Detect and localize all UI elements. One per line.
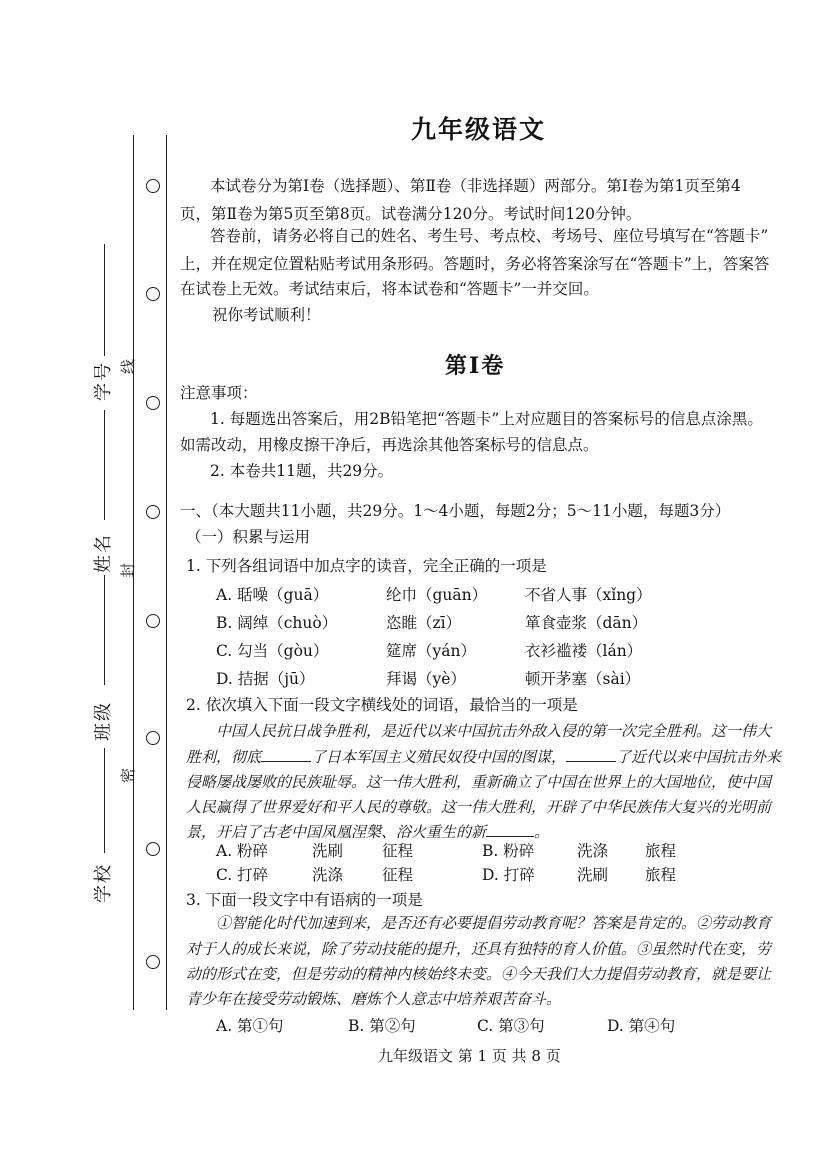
option-item: 衣衫褴褛（lán） [525, 642, 643, 660]
option-item: B. 第②句 [348, 1017, 416, 1035]
passage-line: 青少年在接受劳动锻炼、磨炼个人意志中培养艰苦奋斗。 [186, 990, 562, 1008]
binding-hole [146, 396, 160, 410]
binding-hole [146, 731, 160, 745]
field-label-class: 班级 [93, 701, 114, 741]
field-line-school[interactable] [104, 748, 105, 853]
option-item: A. 聒噪（guā） [216, 586, 329, 604]
option-item: 筵席（yán） [386, 642, 476, 660]
option-item: C. 打碎 [216, 866, 269, 884]
option-item: B. 阔绰（chuò） [216, 614, 338, 632]
passage-text: 了日本军国主义殖民奴役中国的图谋， [311, 748, 567, 766]
option-item: 旅程 [645, 842, 677, 860]
note-line: 1. 每题选出答案后，用2B铅笔把“答题卡”上对应题目的答案标号的信息点涂黑。 [210, 410, 763, 428]
page-title: 九年级语文 [411, 115, 547, 144]
binding-hole [146, 955, 160, 969]
option-item: 洗涤 [312, 866, 344, 884]
passage-line: 动的形式在变，但是劳动的精神内核始终未变。④今天我们大力提倡劳动教育，就是要让 [186, 965, 772, 983]
instruction-line: 祝你考试顺利！ [212, 306, 321, 324]
seal-word-line: 线 [119, 358, 138, 375]
option-item: 征程 [382, 866, 414, 884]
answer-blank[interactable] [486, 836, 534, 837]
seal-word-seal: 封 [119, 562, 138, 579]
passage-line: ①智能化时代加速到来，是否还有必要提倡劳动教育呢？答案是肯定的。②劳动教育 [216, 914, 772, 932]
option-item: 征程 [382, 842, 414, 860]
field-label-name: 姓名 [93, 533, 114, 573]
question-stem: 2. 依次填入下面一段文字横线处的词语，最恰当的一项是 [186, 696, 578, 714]
option-item: 旅程 [645, 866, 677, 884]
passage-text: 景，开启了古老中国凤凰涅槃、浴火重生的新 [186, 823, 487, 841]
page-footer: 九年级语文 第 1 页 共 8 页 [378, 1047, 561, 1065]
passage-text: 了近代以来中国抗击外来 [616, 748, 782, 766]
instruction-line: 本试卷分为第Ⅰ卷（选择题）、第Ⅱ卷（非选择题）两部分。第Ⅰ卷为第1页至第4 [210, 177, 741, 195]
section-header: 一、（本大题共11小题，共29分。1～4小题，每题2分；5～11小题，每题3分） [180, 502, 731, 520]
option-item: 纶巾（guān） [386, 586, 488, 604]
seal-word-secret: 密 [119, 767, 138, 784]
field-label-student-id: 学号 [93, 361, 114, 401]
note-line: 如需改动，用橡皮擦干净后，再选涂其他答案标号的信息点。 [180, 436, 599, 454]
option-item: 恣睢（zī） [386, 614, 462, 632]
field-label-school: 学校 [93, 863, 114, 903]
passage-line: 中国人民抗日战争胜利，是近代以来中国抗击外敌入侵的第一次完全胜利。这一伟大 [216, 722, 772, 740]
field-line-student-id[interactable] [104, 244, 105, 356]
passage-text: 胜利，彻底 [186, 748, 262, 766]
option-item: 拜谒（yè） [386, 670, 466, 688]
option-item: B. 粉碎 [482, 842, 535, 860]
option-item: 洗刷 [312, 842, 344, 860]
answer-blank[interactable] [261, 761, 311, 762]
option-item: 顿开茅塞（sài） [525, 670, 641, 688]
section-subheader: （一）积累与运用 [186, 528, 311, 546]
field-line-name[interactable] [104, 410, 105, 520]
binding-hole [146, 842, 160, 856]
instruction-line: 页，第Ⅱ卷为第5页至第8页。试卷满分120分。考试时间120分钟。 [180, 205, 642, 223]
option-item: A. 粉碎 [216, 842, 269, 860]
passage-line [186, 746, 781, 767]
option-item: D. 打碎 [482, 866, 535, 884]
binding-hole [146, 614, 160, 628]
notes-title: 注意事项： [180, 384, 258, 402]
option-item: 不省人事（xǐng） [525, 586, 652, 604]
question-stem: 3. 下面一段文字中有语病的一项是 [186, 891, 423, 909]
instruction-line: 在试卷上无效。考试结束后，将本试卷和“答题卡”一并交回。 [180, 280, 599, 298]
binding-hole [146, 179, 160, 193]
binding-hole [146, 287, 160, 301]
option-item: C. 第③句 [477, 1017, 545, 1035]
binding-line-right [166, 135, 167, 1010]
instruction-line: 上，并在规定位置粘贴考试用条形码。答题时，务必将答案涂写在“答题卡”上，答案答 [180, 255, 770, 273]
part-heading: 第Ⅰ卷 [445, 353, 506, 379]
option-item: C. 勾当（gòu） [216, 642, 329, 660]
passage-text: 。 [534, 823, 550, 841]
passage-line: 侵略屡战屡败的民族耻辱。这一伟大胜利，重新确立了中国在世界上的大国地位，使中国 [186, 773, 772, 791]
option-item: D. 拮据（jū） [216, 670, 315, 688]
passage-line: 对于人的成长来说，除了劳动技能的提升，还具有独特的育人价值。③虽然时代在变，劳 [186, 940, 772, 958]
option-item: A. 第①句 [216, 1017, 284, 1035]
option-item: 洗刷 [577, 866, 609, 884]
answer-blank[interactable] [566, 761, 616, 762]
option-item: 洗涤 [577, 842, 609, 860]
binding-hole [146, 505, 160, 519]
option-item: 箪食壶浆（dān） [525, 614, 648, 632]
option-item: D. 第④句 [607, 1017, 676, 1035]
note-line: 2. 本卷共11题，共29分。 [210, 462, 394, 480]
question-stem: 1. 下列各组词语中加点字的读音，完全正确的一项是 [186, 557, 547, 575]
passage-line: 人民赢得了世界爱好和平人民的尊敬。这一伟大胜利，开辟了中华民族伟大复兴的光明前 [186, 798, 772, 816]
field-line-class[interactable] [104, 575, 105, 685]
instruction-line: 答卷前，请务必将自己的姓名、考生号、考点校、考场号、座位号填写在“答题卡” [210, 227, 769, 245]
